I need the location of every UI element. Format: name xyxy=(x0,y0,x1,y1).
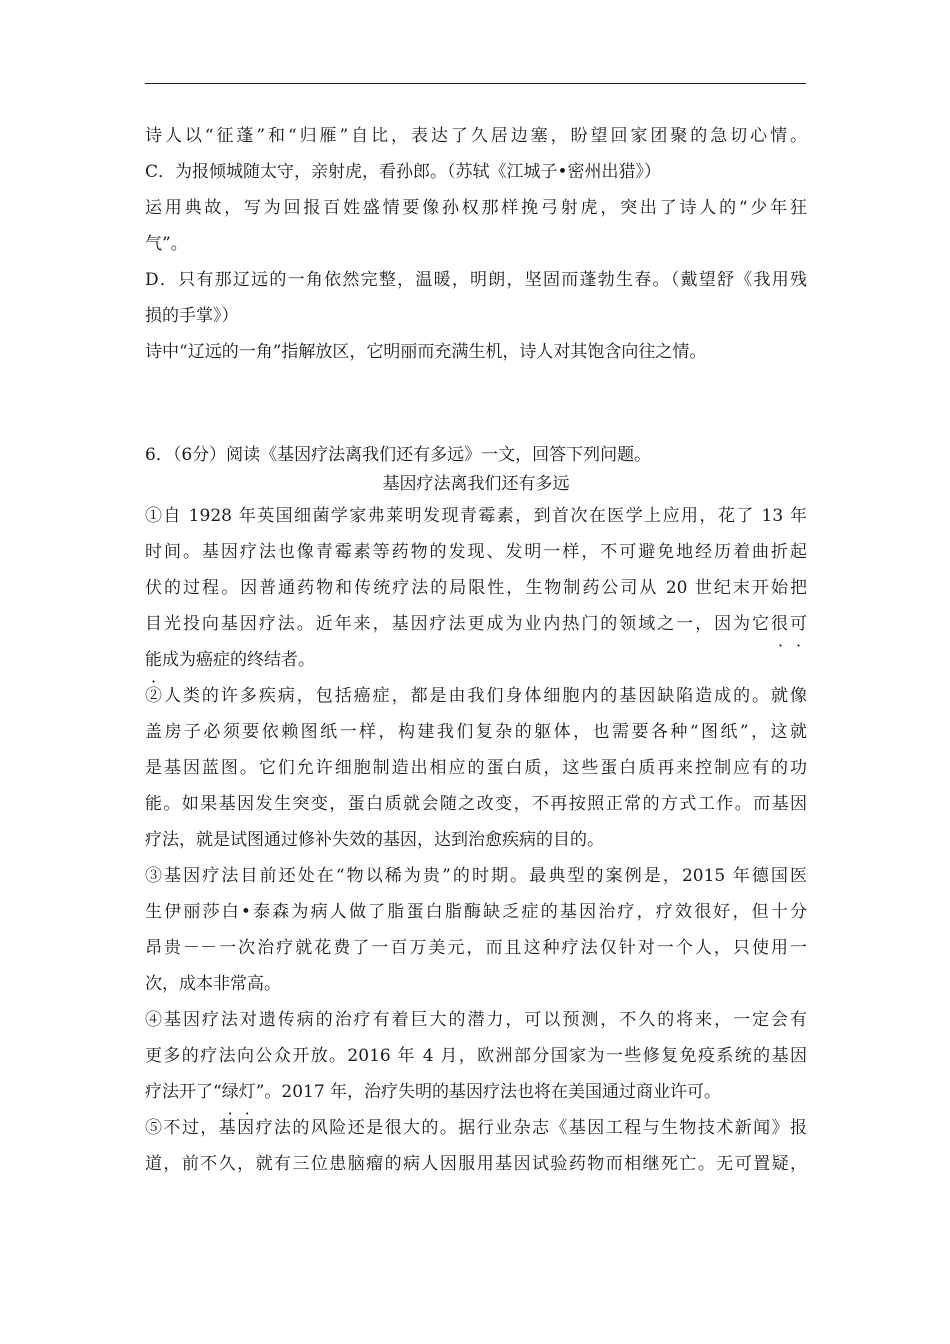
emphasized-char: 可 xyxy=(790,614,808,634)
paragraph-3-line: 生伊丽莎白•泰森为病人做了脂蛋白脂酶缺乏症的基因治疗，疗效很好，但十分 xyxy=(145,902,807,922)
option-d: D．只有那辽远的一角依然完整，温暖，明朗，坚固而蓬勃生春。（戴望舒《我用残 xyxy=(145,270,807,290)
paragraph-3-line: 次，成本非常高。 xyxy=(145,974,281,994)
text-run: 目光投向基因疗法。近年来，基因疗法更成为业内热门的领域之一，因为它 xyxy=(145,614,772,634)
paragraph-2-line: ②人类的许多疾病，包括癌症，都是由我们身体细胞内的基因缺陷造成的。就像 xyxy=(145,686,807,706)
paragraph-1-line: 时间。基因疗法也像青霉素等药物的发现、发明一样，不可避免地经历着曲折起 xyxy=(145,542,807,562)
paragraph-4-line: 更多的疗法向公众开放。2016 年 4 月，欧洲部分国家为一些修复免疫系统的基因 xyxy=(145,1046,807,1066)
text-run: 疗法开了“ xyxy=(145,1082,222,1102)
document-body xyxy=(145,118,807,1182)
text-run: ”。2017 年，治疗失明的基因疗法也将在美国通过商业许可。 xyxy=(255,1082,722,1102)
paragraph-2-line: 疗法，就是试图通过修补失效的基因，达到治愈疾病的目的。 xyxy=(145,830,604,850)
paragraph-2-line: 是基因蓝图。它们允许细胞制造出相应的蛋白质，这些蛋白质再来控制应有的功 xyxy=(145,758,807,778)
answer-line: 气”。 xyxy=(145,234,188,254)
paragraph-5-line: 道，前不久，就有三位患脑瘤的病人因服用基因试验药物而相继死亡。无可置疑， xyxy=(145,1154,807,1174)
answer-line: 运用典故，写为回报百姓盛情要像孙权那样挽弓射虎，突出了诗人的“少年狂 xyxy=(145,198,807,218)
paragraph-2-line: 能。如果基因发生突变，蛋白质就会随之改变，不再按照正常的方式工作。而基因 xyxy=(145,794,807,814)
emphasized-char: 能 xyxy=(145,650,162,670)
paragraph-3-line: 昂贵－－一次治疗就花费了一百万美元，而且这种疗法仅针对一个人，只使用一 xyxy=(145,938,807,958)
paragraph-1-line: 伏的过程。因普通药物和传统疗法的局限性，生物制药公司从 20 世纪末开始把 xyxy=(145,578,807,598)
paragraph-3-line: ③基因疗法目前还处在“物以稀为贵”的时期。最典型的案例是，2015 年德国医 xyxy=(145,866,807,886)
paragraph-4-line: ④基因疗法对遗传病的治疗有着巨大的潜力，可以预测，不久的将来，一定会有 xyxy=(145,1010,807,1030)
text-run: 成为癌症的终结者。 xyxy=(162,650,315,670)
emphasized-char: 灯 xyxy=(238,1082,256,1102)
article-title: 基因疗法离我们还有多远 xyxy=(382,474,570,494)
emphasized-char: 很 xyxy=(771,614,791,634)
answer-line: 损的手掌》） xyxy=(145,306,239,326)
answer-line: 诗中“辽远的一角”指解放区，它明丽而充满生机，诗人对其饱含向往之情。 xyxy=(145,342,707,362)
paragraph-2-line: 盖房子必须要依赖图纸一样，构建我们复杂的躯体，也需要各种“图纸”，这就 xyxy=(145,722,807,742)
paragraph-1-line: ①自 1928 年英国细菌学家弗莱明发现青霉素，到首次在医学上应用，花了 13 年 xyxy=(145,506,807,526)
option-c: C．为报倾城随太守，亲射虎，看孙郎。（苏轼《江城子•密州出猎》） xyxy=(145,162,662,182)
question-6: 6．（6分）阅读《基因疗法离我们还有多远》一文，回答下列问题。 xyxy=(145,445,652,465)
emphasized-char: 绿 xyxy=(221,1082,239,1102)
header-rule xyxy=(145,83,806,84)
paragraph-5-line: ⑤不过，基因疗法的风险还是很大的。据行业杂志《基因工程与生物技术新闻》报 xyxy=(145,1118,807,1138)
answer-line: 诗人以“征蓬”和“归雁”自比，表达了久居边塞，盼望回家团聚的急切心情。 xyxy=(145,126,807,146)
paragraph-1-line xyxy=(145,642,807,678)
paragraph-1-line xyxy=(145,606,807,642)
paragraph-4-line xyxy=(145,1074,807,1110)
